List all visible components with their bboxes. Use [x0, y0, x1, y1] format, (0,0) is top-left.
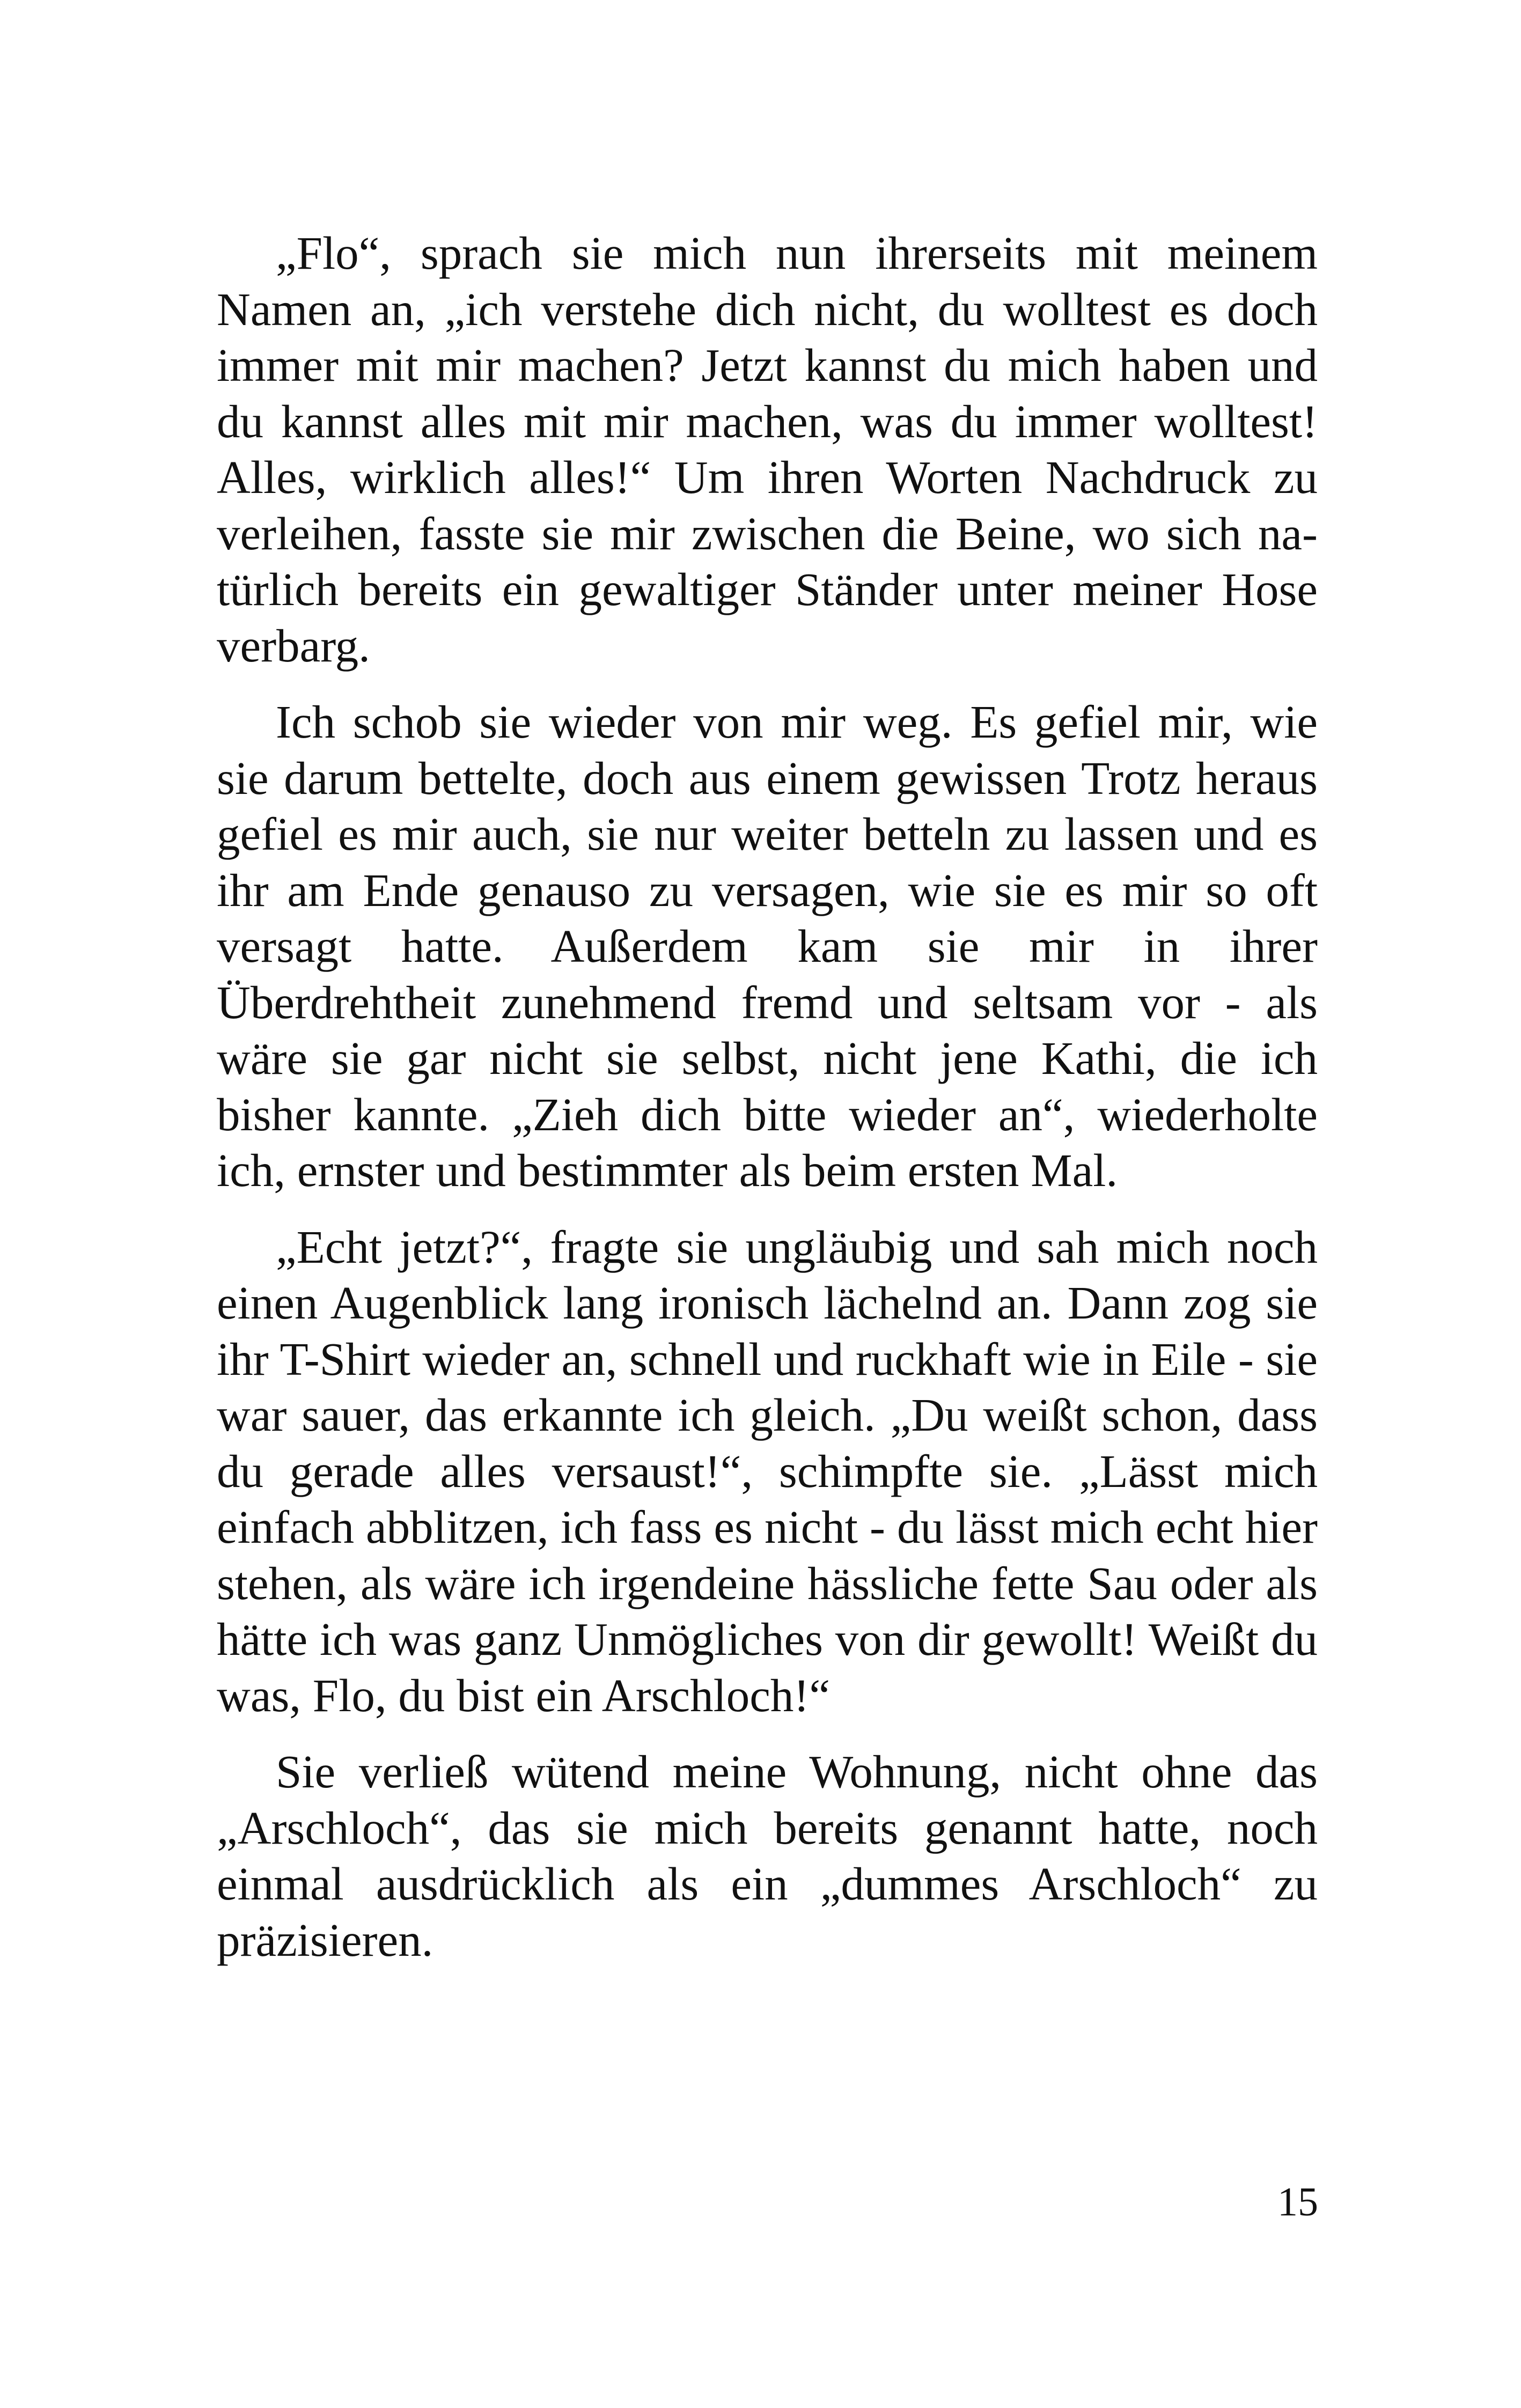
body-text [217, 225, 1318, 1989]
paragraph-4: Sie verließ wütend meine Wohnung, nicht ohne das „Arschloch“, das sie mich bereits genannt hatte, noch einmal ausdrücklich als ein „dummes Arschloch“ zu präzisieren. [217, 1746, 1318, 1966]
paragraph-2: Ich schob sie wieder von mir weg. Es gefiel mir, wie sie darum bettelte, doch aus einem gewissen Trotz heraus gefiel es mir auch, sie nur weiter betteln zu lassen und es ihr am Ende genauso zu versagen, wie sie es mir so oft versagt hatte. Außerdem kam sie mir in ihrer Überdrehtheit zunehmend fremd und seltsam vor - als wäre sie gar nicht sie selbst, nicht jene Kathi, die ich bisher kannte. „Zieh dich bitte wieder an“, wiederholte ich, ernster und bestimmter als beim ersten Mal. [217, 696, 1318, 1196]
paragraph-1: „Flo“, sprach sie mich nun ihrerseits mit meinem Namen an, „ich verstehe dich nicht, du wolltest es doch immer mit mir machen? Jetzt kannst du mich haben und du kannst alles mit mir machen, was du immer wolltest! Alles, wirklich alles!“ Um ihren Worten Nachdruck zu verleihen, fasste sie mir zwischen die Beine, wo sich natürlich bereits ein gewaltiger Ständer unter meiner Hose verbarg. [217, 227, 1318, 672]
paragraph-3: „Echt jetzt?“, fragte sie ungläubig und sah mich noch einen Augenblick lang ironisch lächelnd an. Dann zog sie ihr T-Shirt wieder an, schnell und ruckhaft wie in Eile - sie war sauer, das erkannte ich gleich. „Du weißt schon, dass du gerade alles versaust!“, schimpfte sie. „Lässt mich einfach abblitzen, ich fass es nicht - du lässt mich echt hier stehen, als wäre ich irgendeine hässliche fette Sau oder als hätte ich was ganz Unmögliches von dir gewollt! Weißt du was, Flo, du bist ein Arschloch!“ [217, 1220, 1318, 1721]
page-number: 15 [1277, 2179, 1318, 2225]
